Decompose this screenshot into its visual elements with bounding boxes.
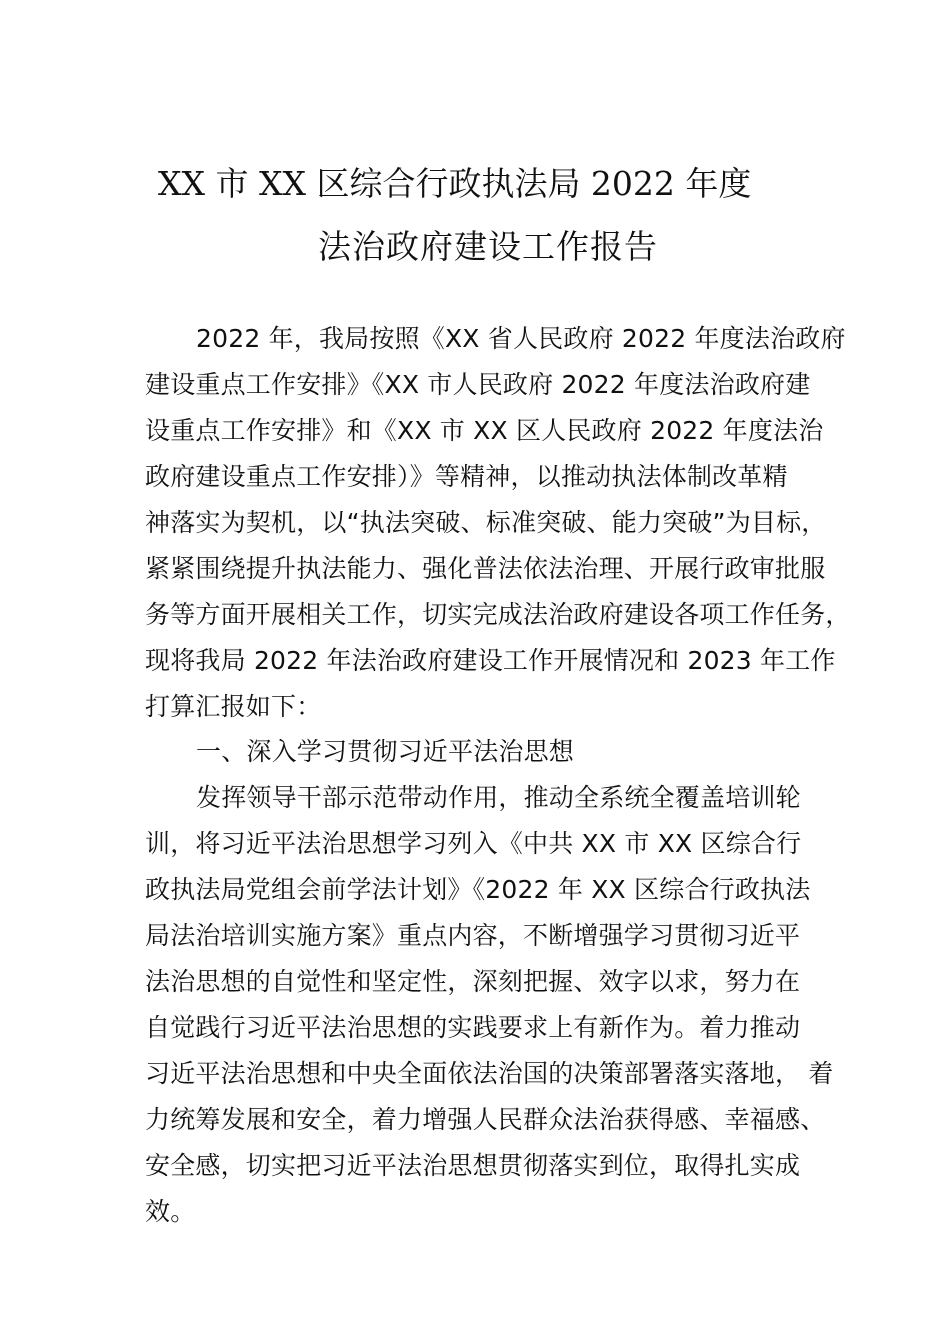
paragraph-1-line: 设重点工作安排》和《XX 市 XX 区人民政府 2022 年度法治 — [145, 416, 824, 445]
paragraph-1-line: 打算汇报如下： — [145, 692, 322, 721]
paragraph-2-line: 力统筹发展和安全，着力增强人民群众法治获得感、幸福感、 — [145, 1105, 826, 1134]
paragraph-2-line: 法治思想的自觉性和坚定性，深刻把握、效字以求，努力在 — [145, 967, 801, 996]
paragraph-2-line: 习近平法治思想和中央全面依法治国的决策部署落实落地， 着 — [145, 1059, 834, 1088]
paragraph-1-line: 神落实为契机，以“执法突破、标准突破、能力突破”为目标， — [145, 508, 827, 537]
paragraph-1-line: 2022 年，我局按照《XX 省人民政府 2022 年度法治政府 — [196, 324, 846, 353]
paragraph-1-line: 建设重点工作安排》《XX 市人民政府 2022 年度法治政府建 — [145, 370, 811, 399]
paragraph-2-line: 安全感，切实把习近平法治思想贯彻落实到位，取得扎实成 — [145, 1151, 801, 1180]
paragraph-1-line: 现将我局 2022 年法治政府建设工作开展情况和 2023 年工作 — [145, 646, 836, 675]
paragraph-2-line: 局法治培训实施方案》重点内容，不断增强学习贯彻习近平 — [145, 921, 801, 950]
paragraph-2-line: 效。 — [145, 1197, 196, 1226]
paragraph-2-line: 政执法局党组会前学法计划》《2022 年 XX 区综合行政执法 — [145, 875, 811, 904]
paragraph-1-line: 政府建设重点工作安排）》等精神，以推动执法体制改革精 — [145, 462, 788, 491]
section-heading-1: 一、深入学习贯彻习近平法治思想 — [196, 737, 575, 766]
document-title-line-1: XX 市 XX 区综合行政执法局 2022 年度 — [158, 164, 752, 203]
paragraph-2-line: 训，将习近平法治思想学习列入《中共 XX 市 XX 区综合行 — [145, 829, 802, 858]
paragraph-1-line: 紧紧围绕提升执法能力、强化普法依法治理、开展行政审批服 — [145, 554, 826, 583]
paragraph-1-line: 务等方面开展相关工作，切实完成法治政府建设各项工作任务， — [145, 600, 851, 629]
paragraph-2-line: 自觉践行习近平法治思想的实践要求上有新作为。着力推动 — [145, 1013, 801, 1042]
document-title-line-2: 法治政府建设工作报告 — [318, 227, 658, 266]
paragraph-2-line: 发挥领导干部示范带动作用，推动全系统全覆盖培训轮 — [196, 783, 801, 812]
